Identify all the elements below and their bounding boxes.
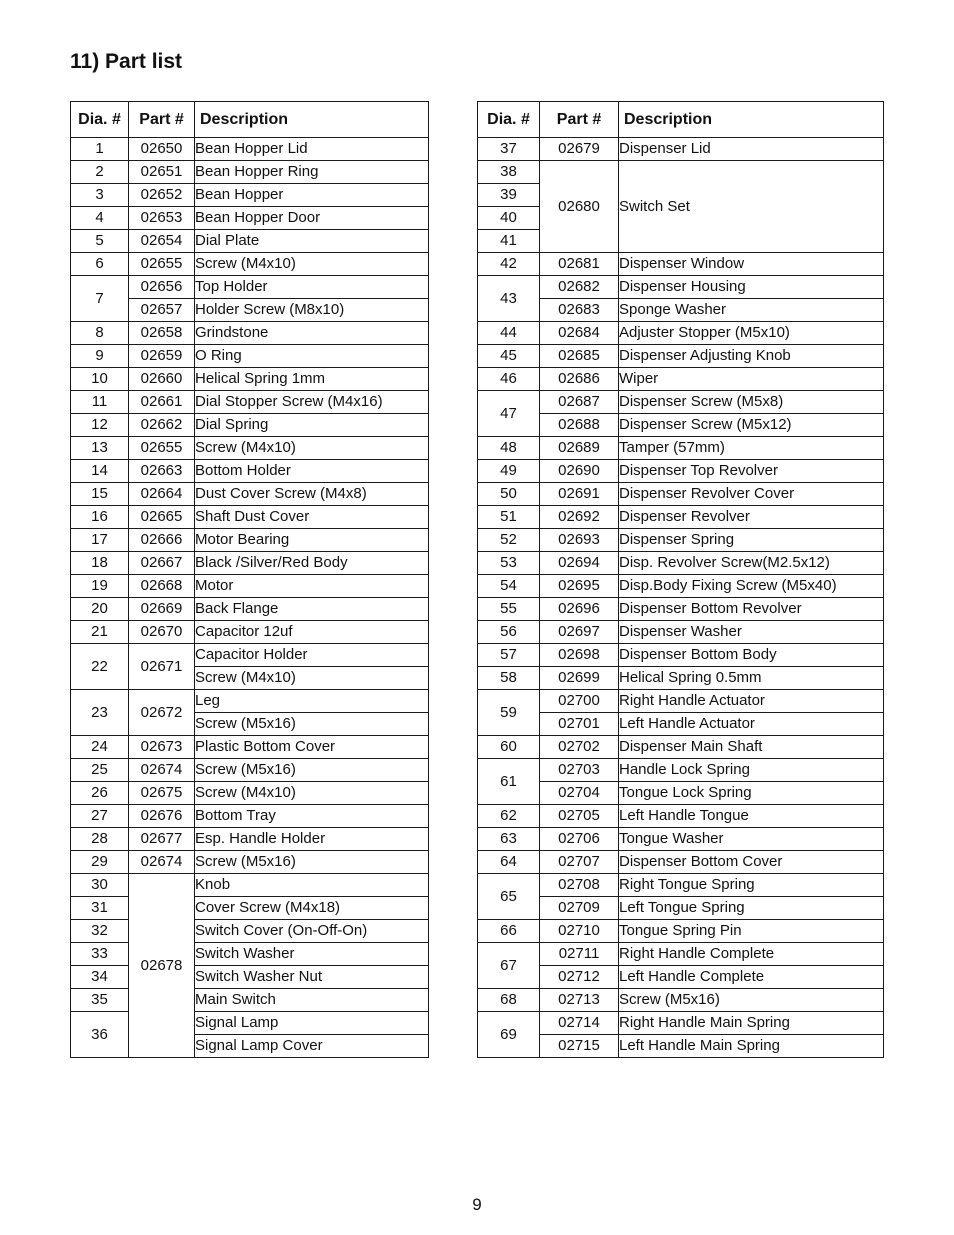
description-cell: Dispenser Screw (M5x8) [619,391,884,414]
part-cell: 02661 [129,391,195,414]
dia-cell: 49 [478,460,540,483]
part-cell: 02690 [540,460,619,483]
description-cell: Dispenser Spring [619,529,884,552]
dia-cell: 28 [71,828,129,851]
description-cell: Dispenser Revolver [619,506,884,529]
part-cell: 02681 [540,253,619,276]
part-cell: 02692 [540,506,619,529]
part-cell: 02703 [540,759,619,782]
dia-cell: 19 [71,575,129,598]
dia-cell: 29 [71,851,129,874]
dia-cell: 57 [478,644,540,667]
dia-cell: 12 [71,414,129,437]
part-cell: 02676 [129,805,195,828]
table-row [478,828,884,851]
dia-cell: 54 [478,575,540,598]
description-cell: Disp. Revolver Screw(M2.5x12) [619,552,884,575]
dia-cell: 48 [478,437,540,460]
description-cell: Capacitor Holder [195,644,429,667]
description-cell: Screw (M4x10) [195,667,429,690]
dia-cell: 8 [71,322,129,345]
part-cell: 02702 [540,736,619,759]
part-cell: 02659 [129,345,195,368]
part-cell: 02653 [129,207,195,230]
dia-cell: 18 [71,552,129,575]
part-cell: 02711 [540,943,619,966]
part-cell: 02655 [129,253,195,276]
dia-cell: 65 [478,874,540,920]
dia-cell: 62 [478,805,540,828]
description-cell: Left Handle Main Spring [619,1035,884,1058]
dia-cell: 25 [71,759,129,782]
part-cell: 02710 [540,920,619,943]
dia-cell: 5 [71,230,129,253]
description-cell: Left Tongue Spring [619,897,884,920]
part-cell: 02708 [540,874,619,897]
part-cell: 02704 [540,782,619,805]
part-cell: 02656 [129,276,195,299]
description-cell: Left Handle Actuator [619,713,884,736]
description-cell: Leg [195,690,429,713]
table-row [478,943,884,966]
description-cell: Screw (M4x10) [195,437,429,460]
dia-cell: 51 [478,506,540,529]
description-cell: Tongue Lock Spring [619,782,884,805]
description-cell: Switch Set [619,161,884,253]
description-cell: Handle Lock Spring [619,759,884,782]
part-cell: 02675 [129,782,195,805]
dia-cell: 69 [478,1012,540,1058]
description-cell: Dial Stopper Screw (M4x16) [195,391,429,414]
description-cell: Bean Hopper Door [195,207,429,230]
dia-cell: 27 [71,805,129,828]
description-cell: Tongue Washer [619,828,884,851]
table-row [478,437,884,460]
part-cell: 02682 [540,276,619,299]
table-row [478,621,884,644]
part-cell: 02683 [540,299,619,322]
dia-cell: 43 [478,276,540,322]
table-row [478,345,884,368]
part-cell: 02652 [129,184,195,207]
description-cell: Tongue Spring Pin [619,920,884,943]
description-cell: Right Handle Main Spring [619,1012,884,1035]
part-cell: 02663 [129,460,195,483]
part-cell: 02662 [129,414,195,437]
dia-cell: 9 [71,345,129,368]
page-number: 9 [472,1195,482,1214]
dia-cell: 16 [71,506,129,529]
dia-cell: 22 [71,644,129,690]
description-cell: Motor [195,575,429,598]
table-row [478,253,884,276]
part-cell: 02686 [540,368,619,391]
part-cell: 02696 [540,598,619,621]
dia-cell: 53 [478,552,540,575]
table-row [71,230,429,253]
description-cell: Adjuster Stopper (M5x10) [619,322,884,345]
part-cell: 02701 [540,713,619,736]
table-row [478,805,884,828]
dia-cell: 37 [478,138,540,161]
description-cell: Esp. Handle Holder [195,828,429,851]
description-cell: Right Handle Complete [619,943,884,966]
part-cell: 02677 [129,828,195,851]
part-cell: 02667 [129,552,195,575]
description-cell: Black /Silver/Red Body [195,552,429,575]
description-cell: Shaft Dust Cover [195,506,429,529]
table-row [71,276,429,299]
table-header-row [71,102,429,138]
table-row [71,644,429,667]
dia-cell: 23 [71,690,129,736]
dia-cell: 61 [478,759,540,805]
dia-cell: 36 [71,1012,129,1058]
dia-cell: 42 [478,253,540,276]
description-cell: Sponge Washer [619,299,884,322]
description-cell: Helical Spring 0.5mm [619,667,884,690]
table-row [71,897,429,920]
table-row [478,575,884,598]
part-cell: 02672 [129,690,195,736]
description-cell: Dispenser Window [619,253,884,276]
description-cell: Right Handle Actuator [619,690,884,713]
table-row [71,805,429,828]
dia-header: Dia. # [478,102,540,138]
dia-cell: 7 [71,276,129,322]
parts-table-left [70,101,429,1058]
description-cell: Top Holder [195,276,429,299]
part-cell: 02664 [129,483,195,506]
dia-cell: 15 [71,483,129,506]
table-row [71,598,429,621]
dia-cell: 39 [478,184,540,207]
table-row [478,391,884,414]
description-cell: Screw (M5x16) [195,851,429,874]
dia-cell: 67 [478,943,540,989]
dia-cell: 64 [478,851,540,874]
part-cell: 02657 [129,299,195,322]
description-cell: Bean Hopper [195,184,429,207]
part-cell: 02700 [540,690,619,713]
table-row [71,437,429,460]
description-cell: Bean Hopper Lid [195,138,429,161]
table-row [71,161,429,184]
part-cell: 02712 [540,966,619,989]
part-cell: 02698 [540,644,619,667]
dia-cell: 38 [478,161,540,184]
part-cell: 02691 [540,483,619,506]
dia-cell: 20 [71,598,129,621]
description-cell: Screw (M5x16) [195,759,429,782]
description-cell: Helical Spring 1mm [195,368,429,391]
part-header: Part # [540,102,619,138]
description-cell: Dispenser Top Revolver [619,460,884,483]
part-cell: 02705 [540,805,619,828]
description-header: Description [619,102,884,138]
table-row [478,851,884,874]
dia-cell: 58 [478,667,540,690]
description-cell: Bottom Tray [195,805,429,828]
table-row [71,851,429,874]
dia-cell: 17 [71,529,129,552]
part-header: Part # [129,102,195,138]
dia-cell: 46 [478,368,540,391]
part-cell: 02713 [540,989,619,1012]
part-cell: 02694 [540,552,619,575]
dia-cell: 21 [71,621,129,644]
description-cell: Dispenser Housing [619,276,884,299]
description-cell: Plastic Bottom Cover [195,736,429,759]
dia-cell: 10 [71,368,129,391]
dia-cell: 24 [71,736,129,759]
dia-cell: 63 [478,828,540,851]
table-row [71,207,429,230]
part-cell: 02669 [129,598,195,621]
parts-table-right [477,101,884,1058]
table-row [478,736,884,759]
part-cell: 02673 [129,736,195,759]
table-row [478,529,884,552]
description-cell: Screw (M4x10) [195,253,429,276]
dia-cell: 44 [478,322,540,345]
part-cell: 02715 [540,1035,619,1058]
table-row [71,759,429,782]
table-row [71,736,429,759]
description-cell: Dispenser Washer [619,621,884,644]
table-row [71,989,429,1012]
part-cell: 02679 [540,138,619,161]
description-header: Description [195,102,429,138]
table-row [478,598,884,621]
description-cell: Tamper (57mm) [619,437,884,460]
part-cell: 02674 [129,759,195,782]
description-cell: Capacitor 12uf [195,621,429,644]
part-cell: 02680 [540,161,619,253]
dia-cell: 40 [478,207,540,230]
description-cell: Knob [195,874,429,897]
description-cell: Signal Lamp Cover [195,1035,429,1058]
description-cell: Dial Spring [195,414,429,437]
description-cell: Left Handle Tongue [619,805,884,828]
description-cell: Switch Cover (On-Off-On) [195,920,429,943]
description-cell: Bean Hopper Ring [195,161,429,184]
dia-cell: 60 [478,736,540,759]
description-cell: Screw (M4x10) [195,782,429,805]
table-row [71,920,429,943]
table-row [71,391,429,414]
table-row [71,368,429,391]
table-header-row [478,102,884,138]
dia-cell: 3 [71,184,129,207]
description-cell: Holder Screw (M8x10) [195,299,429,322]
part-cell: 02658 [129,322,195,345]
table-row [71,621,429,644]
table-row [71,828,429,851]
table-row [478,644,884,667]
table-row [71,690,429,713]
description-cell: Main Switch [195,989,429,1012]
part-cell: 02671 [129,644,195,690]
table-row [478,1012,884,1035]
table-row [71,552,429,575]
dia-header: Dia. # [71,102,129,138]
description-cell: Dispenser Revolver Cover [619,483,884,506]
description-cell: Screw (M5x16) [619,989,884,1012]
description-cell: Cover Screw (M4x18) [195,897,429,920]
dia-cell: 35 [71,989,129,1012]
table-row [478,667,884,690]
table-row [478,989,884,1012]
description-cell: Dispenser Bottom Body [619,644,884,667]
part-cell: 02651 [129,161,195,184]
description-cell: Right Tongue Spring [619,874,884,897]
description-cell: Bottom Holder [195,460,429,483]
dia-cell: 52 [478,529,540,552]
part-cell: 02706 [540,828,619,851]
description-cell: Dispenser Adjusting Knob [619,345,884,368]
description-cell: Signal Lamp [195,1012,429,1035]
description-cell: Wiper [619,368,884,391]
part-cell: 02693 [540,529,619,552]
table-row [71,138,429,161]
description-cell: Dial Plate [195,230,429,253]
dia-cell: 6 [71,253,129,276]
description-cell: Dispenser Lid [619,138,884,161]
part-cell: 02699 [540,667,619,690]
description-cell: Disp.Body Fixing Screw (M5x40) [619,575,884,598]
table-row [71,253,429,276]
description-cell: Left Handle Complete [619,966,884,989]
dia-cell: 50 [478,483,540,506]
page-title: 11) Part list [70,50,183,73]
dia-cell: 4 [71,207,129,230]
dia-cell: 66 [478,920,540,943]
table-row [478,483,884,506]
description-cell: Motor Bearing [195,529,429,552]
part-cell: 02668 [129,575,195,598]
part-cell: 02665 [129,506,195,529]
part-cell: 02650 [129,138,195,161]
part-cell: 02685 [540,345,619,368]
dia-cell: 32 [71,920,129,943]
table-row [478,276,884,299]
table-row [478,690,884,713]
table-row [71,345,429,368]
table-row [71,460,429,483]
part-cell: 02688 [540,414,619,437]
table-row [71,529,429,552]
dia-cell: 45 [478,345,540,368]
part-cell: 02697 [540,621,619,644]
table-row [478,552,884,575]
part-cell: 02709 [540,897,619,920]
dia-cell: 1 [71,138,129,161]
dia-cell: 33 [71,943,129,966]
table-row [71,322,429,345]
table-row [71,966,429,989]
part-cell: 02666 [129,529,195,552]
description-cell: Screw (M5x16) [195,713,429,736]
dia-cell: 41 [478,230,540,253]
table-row [71,184,429,207]
dia-cell: 30 [71,874,129,897]
part-cell: 02684 [540,322,619,345]
table-row [478,460,884,483]
table-row [478,759,884,782]
description-cell: Grindstone [195,322,429,345]
table-row [71,1012,429,1035]
dia-cell: 55 [478,598,540,621]
table-row [478,368,884,391]
dia-cell: 56 [478,621,540,644]
table-row [71,414,429,437]
description-cell: Switch Washer [195,943,429,966]
table-row [478,322,884,345]
part-cell: 02660 [129,368,195,391]
table-row [71,506,429,529]
description-cell: Back Flange [195,598,429,621]
table-row [71,943,429,966]
dia-cell: 59 [478,690,540,736]
description-cell: Dispenser Bottom Revolver [619,598,884,621]
table-row [478,161,884,184]
part-cell: 02689 [540,437,619,460]
dia-cell: 14 [71,460,129,483]
dia-cell: 2 [71,161,129,184]
description-cell: O Ring [195,345,429,368]
part-cell: 02695 [540,575,619,598]
table-row [478,920,884,943]
part-cell: 02670 [129,621,195,644]
dia-cell: 31 [71,897,129,920]
description-cell: Switch Washer Nut [195,966,429,989]
part-cell: 02714 [540,1012,619,1035]
dia-cell: 11 [71,391,129,414]
description-cell: Dispenser Bottom Cover [619,851,884,874]
dia-cell: 68 [478,989,540,1012]
dia-cell: 13 [71,437,129,460]
description-cell: Dispenser Screw (M5x12) [619,414,884,437]
part-cell: 02655 [129,437,195,460]
table-row [71,874,429,897]
table-row [71,575,429,598]
table-row [478,138,884,161]
part-cell: 02674 [129,851,195,874]
dia-cell: 34 [71,966,129,989]
description-cell: Dust Cover Screw (M4x8) [195,483,429,506]
part-cell: 02687 [540,391,619,414]
table-row [478,506,884,529]
part-cell: 02707 [540,851,619,874]
table-row [71,782,429,805]
table-row [71,483,429,506]
table-row [478,874,884,897]
dia-cell: 26 [71,782,129,805]
part-cell: 02678 [129,874,195,1058]
description-cell: Dispenser Main Shaft [619,736,884,759]
dia-cell: 47 [478,391,540,437]
part-cell: 02654 [129,230,195,253]
